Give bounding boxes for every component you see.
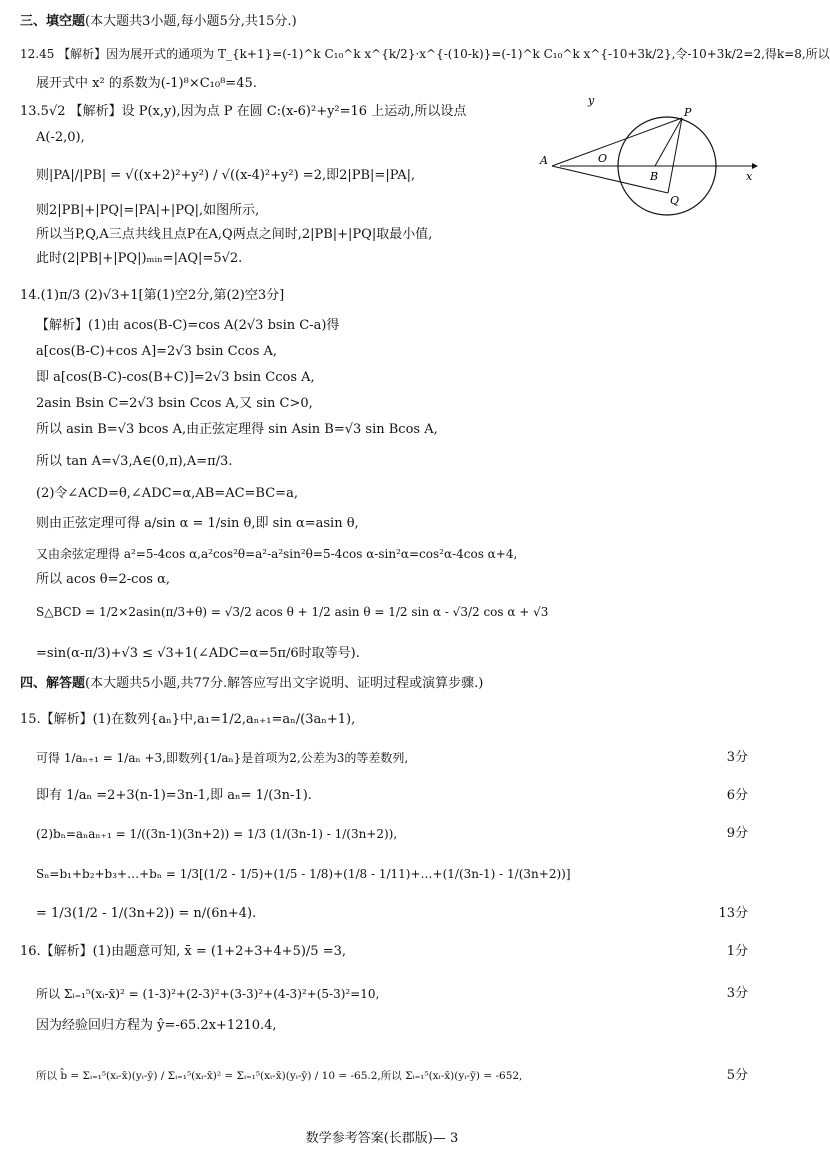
section-3-desc: (本大题共3小题,每小题5分,共15分.) bbox=[85, 14, 297, 29]
label-q: Q bbox=[670, 194, 680, 207]
label-x: x bbox=[746, 170, 753, 183]
q14-l12: =sin(α-π/3)+√3 ≤ √3+1(∠ADC=α=5π/6时取等号). bbox=[36, 646, 360, 661]
q16-l2: 所以 Σᵢ₌₁⁵(xᵢ-x̄)² = (1-3)²+(2-3)²+(3-3)²+(4-3)²+(5-3)²=10, bbox=[36, 987, 380, 1001]
q14-l2: a[cos(B-C)+cos A]=2√3 bsin Ccos A, bbox=[36, 344, 278, 359]
q16-l4: 所以 b̂ = Σᵢ₌₁⁵(xᵢ-x̄)(yᵢ-ȳ) / Σᵢ₌₁⁵(xᵢ-x̄)² = Σᵢ₌₁⁵(xᵢ-x̄)(yᵢ-ȳ) / 10 = -65.2,所以 Σᵢ₌₁⁵(xᵢ-x̄)(yᵢ-ȳ) = -652, bbox=[36, 1070, 523, 1082]
q16-score-1: 1分 bbox=[726, 944, 748, 959]
segment-pq bbox=[668, 118, 682, 193]
section-4-heading bbox=[20, 676, 483, 692]
q14-l6: 所以 tan A=√3,A∈(0,π),A=π/3. bbox=[36, 454, 233, 469]
q16-score-5: 5分 bbox=[726, 1068, 748, 1083]
q16-l1: 16.【解析】(1)由题意可知, x̄ = (1+2+3+4+5)/5 =3, bbox=[20, 944, 346, 959]
segment-ap bbox=[552, 118, 682, 166]
q15-l1: 15.【解析】(1)在数列{aₙ}中,a₁=1/2,aₙ₊₁=aₙ/(3aₙ+1), bbox=[20, 712, 356, 727]
q13-line4: 则2|PB|+|PQ|=|PA|+|PQ|,如图所示, bbox=[36, 203, 260, 218]
q15-score-9: 9分 bbox=[726, 826, 748, 841]
q15-l6: = 1/3(1/2 - 1/(3n+2)) = n/(6n+4). bbox=[36, 906, 257, 921]
q14-l3: 即 a[cos(B-C)-cos(B+C)]=2√3 bsin Ccos A, bbox=[36, 370, 315, 385]
label-o: O bbox=[598, 152, 608, 165]
q13-line6: 此时(2|PB|+|PQ|)ₘᵢₙ=|AQ|=5√2. bbox=[36, 251, 243, 266]
q15-l4: (2)bₙ=aₙaₙ₊₁ = 1/((3n-1)(3n+2)) = 1/3 (1/(3n-1) - 1/(3n+2)), bbox=[36, 827, 398, 841]
q14-l8: 则由正弦定理可得 a/sin α = 1/sin θ,即 sin α=asin θ, bbox=[36, 516, 359, 531]
q14-answer: 14.(1)π/3 (2)√3+1[第(1)空2分,第(2)空3分] bbox=[20, 288, 285, 303]
q14-l10: 所以 acos θ=2-cos α, bbox=[36, 572, 170, 587]
label-p: P bbox=[684, 106, 692, 119]
q14-l5: 所以 asin B=√3 bcos A,由正弦定理得 sin Asin B=√3 sin Bcos A, bbox=[36, 422, 438, 437]
page-footer: 数学参考答案(长郡版)— 3 bbox=[305, 1131, 459, 1146]
q13-line1: 13.5√2 【解析】设 P(x,y),因为点 P 在圆 C:(x-6)²+y²=16 上运动,所以设点 bbox=[20, 104, 467, 119]
section-4-desc: (本大题共5小题,共77分.解答应写出文字说明、证明过程或演算步骤.) bbox=[85, 676, 484, 691]
section-3-heading bbox=[20, 14, 297, 30]
q15-score-13: 13分 bbox=[718, 906, 748, 921]
q14-l9: 又由余弦定理得 a²=5-4cos α,a²cos²θ=a²-a²sin²θ=5-4cos α-sin²α=cos²α-4cos α+4, bbox=[36, 547, 518, 561]
q15-l5: Sₙ=b₁+b₂+b₃+…+bₙ = 1/3[(1/2 - 1/5)+(1/5 - 1/8)+(1/8 - 1/11)+…+(1/(3n-1) - 1/(3n+2))] bbox=[36, 867, 571, 881]
q13-geometry-figure bbox=[540, 94, 760, 226]
q13-line5: 所以当P,Q,A三点共线且点P在A,Q两点之间时,2|PB|+|PQ|取最小值, bbox=[36, 227, 433, 242]
q12-line1: 12.45 【解析】因为展开式的通项为 T_{k+1}=(-1)^k C₁₀^k x^{k/2}·x^{-(10-k)}=(-1)^k C₁₀^k x^{-10+3k/2},令-10+3k/2=2,得k=8,所以 bbox=[20, 47, 830, 61]
section-4-title: 四、解答题 bbox=[20, 676, 86, 691]
q14-l4: 2asin Bsin C=2√3 bsin Ccos A,又 sin C>0, bbox=[36, 396, 313, 411]
q12-line2: 展开式中 x² 的系数为(-1)⁸×C₁₀⁸=45. bbox=[36, 76, 257, 91]
q15-l2: 可得 1/aₙ₊₁ = 1/aₙ +3,即数列{1/aₙ}是首项为2,公差为3的等差数列, bbox=[36, 751, 409, 765]
q13-line3: 则|PA|/|PB| = √((x+2)²+y²) / √((x-4)²+y²) =2,即2|PB|=|PA|, bbox=[36, 168, 416, 183]
q14-l1: 【解析】(1)由 acos(B-C)=cos A(2√3 bsin C-a)得 bbox=[36, 318, 340, 333]
q13-line2: A(-2,0), bbox=[36, 130, 85, 145]
q16-score-3: 3分 bbox=[726, 986, 748, 1001]
label-y: y bbox=[588, 94, 595, 107]
section-3-title: 三、填空题 bbox=[20, 14, 86, 29]
label-a: A bbox=[540, 154, 548, 167]
x-axis-arrow-icon bbox=[752, 163, 758, 169]
q14-l7: (2)令∠ACD=θ,∠ADC=α,AB=AC=BC=a, bbox=[36, 486, 298, 501]
q16-l3: 因为经验回归方程为 ŷ=-65.2x+1210.4, bbox=[36, 1018, 277, 1033]
q15-score-6: 6分 bbox=[726, 788, 748, 803]
q15-score-3: 3分 bbox=[726, 750, 748, 765]
q15-l3: 即有 1/aₙ =2+3(n-1)=3n-1,即 aₙ= 1/(3n-1). bbox=[36, 788, 312, 803]
label-b: B bbox=[650, 170, 659, 183]
q14-l11: S△BCD = 1/2×2asin(π/3+θ) = √3/2 acos θ + 1/2 asin θ = 1/2 sin α - √3/2 cos α + √3 bbox=[36, 605, 549, 619]
